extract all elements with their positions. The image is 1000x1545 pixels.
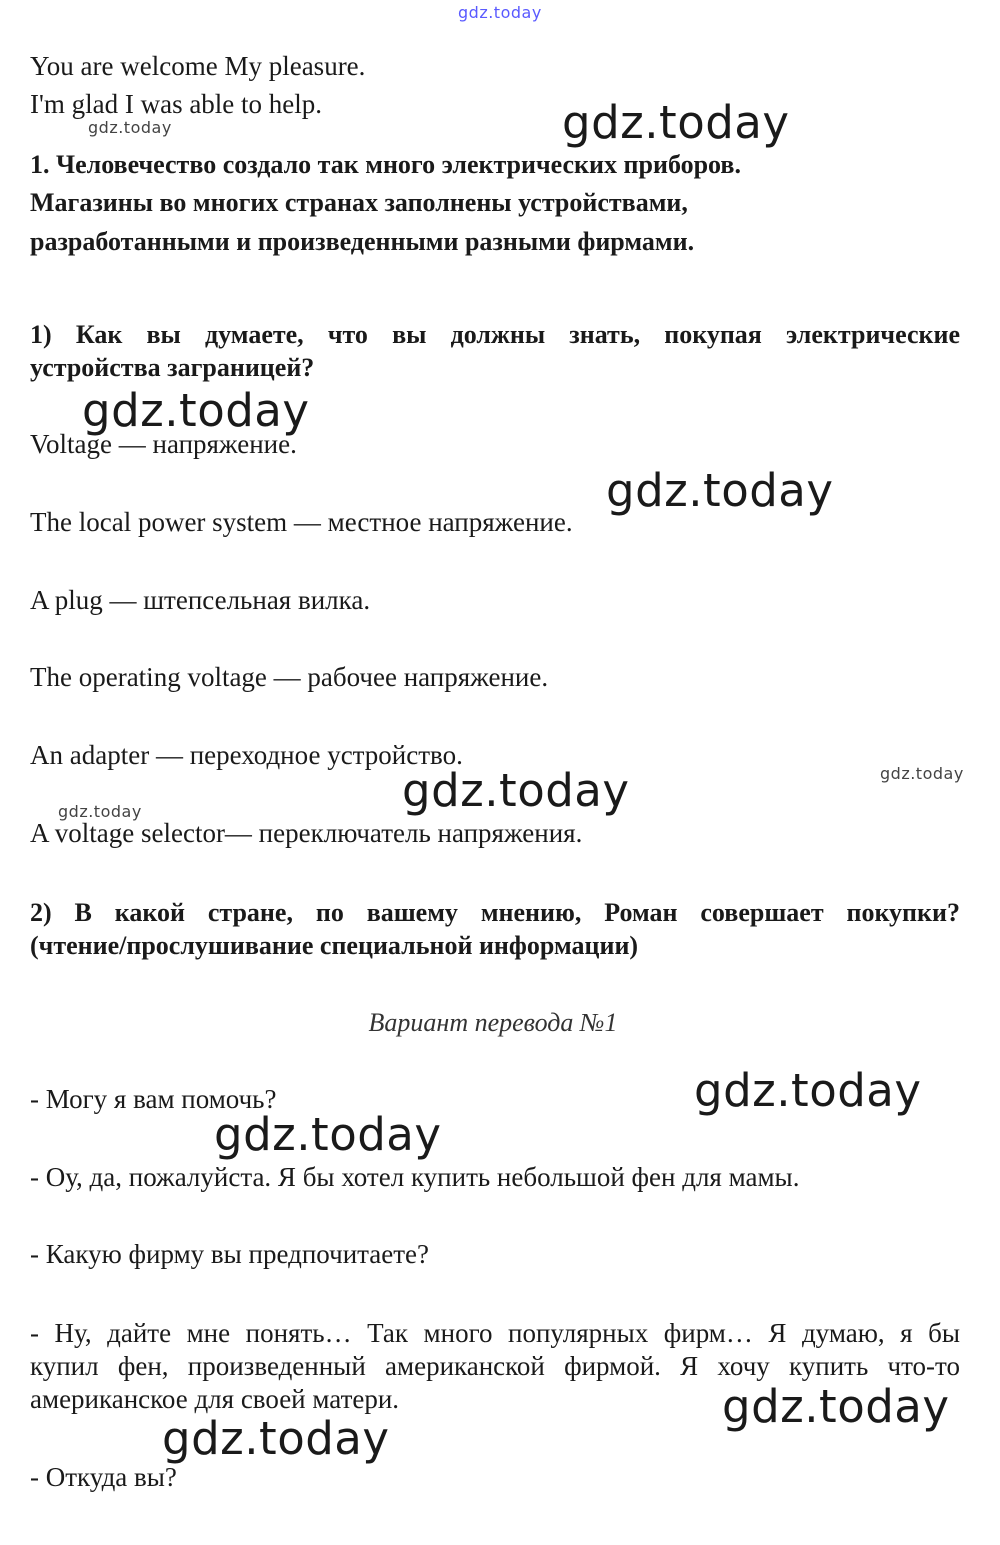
dialogue-line: - Оу, да, пожалуйста. Я бы хотел купить небольшой фен для мамы.	[30, 1162, 800, 1192]
watermark-large: gdz.today	[722, 1380, 950, 1433]
watermark-large: gdz.today	[402, 764, 630, 817]
watermark-large: gdz.today	[162, 1412, 390, 1465]
dialogue-line: купил фен, произведенный американской фирмой. Я хочу купить что-то	[30, 1351, 960, 1381]
watermark-large: gdz.today	[606, 464, 834, 517]
watermark-top: gdz.today	[458, 3, 542, 22]
dialogue-line: - Какую фирму вы предпочитаете?	[30, 1239, 430, 1269]
task1-heading-line-1: 1. Человечество создало так много электрических приборов.	[30, 150, 741, 179]
dialogue-line: американское для своей матери.	[30, 1384, 400, 1414]
watermark-small: gdz.today	[880, 764, 964, 783]
watermark-large: gdz.today	[82, 384, 310, 437]
vocab-item: An adapter — переходное устройство.	[30, 740, 463, 770]
vocab-item: Voltage — напряжение.	[30, 429, 297, 459]
vocab-item: The operating voltage — рабочее напряжение.	[30, 662, 549, 692]
vocab-item: A voltage selector— переключатель напряжения.	[30, 818, 583, 848]
watermark-small: gdz.today	[58, 802, 142, 821]
vocab-item: A plug — штепсельная вилка.	[30, 585, 371, 615]
task1-heading-line-2: Магазины во многих странах заполнены устройствами,	[30, 188, 688, 217]
watermark-large: gdz.today	[694, 1064, 922, 1117]
watermark-large: gdz.today	[214, 1108, 442, 1161]
dialogue-line: - Могу я вам помочь?	[30, 1084, 277, 1114]
dialogue-line: - Ну, дайте мне понять… Так много популярных фирм… Я думаю, я бы	[30, 1318, 960, 1348]
intro-line-2: I'm glad I was able to help.	[30, 89, 323, 119]
task1-heading-line-3: разработанными и произведенными разными фирмами.	[30, 227, 695, 256]
q1-line-1: 1) Как вы думаете, что вы должны знать, покупая электрические	[30, 320, 960, 349]
watermark-large: gdz.today	[562, 96, 790, 149]
q2-line-2: (чтение/прослушивание специальной информации)	[30, 931, 639, 960]
watermark-small: gdz.today	[88, 118, 172, 137]
q2-line-1: 2) В какой стране, по вашему мнению, Роман совершает покупки?	[30, 898, 960, 927]
dialogue-line: - Откуда вы?	[30, 1462, 177, 1492]
intro-line-1: You are welcome My pleasure.	[30, 51, 366, 81]
q1-line-2: устройства заграницей?	[30, 353, 315, 382]
vocab-item: The local power system — местное напряжение.	[30, 507, 573, 537]
variant-title: Вариант перевода №1	[368, 1008, 618, 1037]
